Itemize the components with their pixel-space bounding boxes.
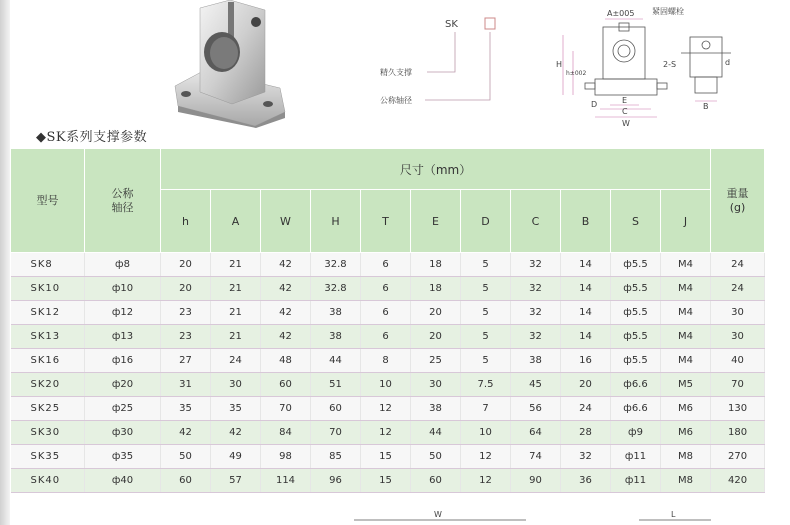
table-cell: M8 xyxy=(661,469,711,493)
bottom-W-dimension xyxy=(350,510,530,524)
table-cell: 28 xyxy=(561,421,611,445)
table-cell: 21 xyxy=(211,301,261,325)
B-label: B xyxy=(703,102,709,111)
table-cell: 24 xyxy=(711,277,765,301)
dim-col-header: S xyxy=(611,190,661,253)
table-cell: 15 xyxy=(361,469,411,493)
table-cell: 32.8 xyxy=(311,253,361,277)
table-cell: 32.8 xyxy=(311,277,361,301)
table-cell: M8 xyxy=(661,445,711,469)
spec-table xyxy=(10,148,765,493)
table-cell: 38 xyxy=(411,397,461,421)
table-cell: 85 xyxy=(311,445,361,469)
code-series-label: 精久支撑 xyxy=(380,68,412,77)
table-cell: 44 xyxy=(411,421,461,445)
table-cell: M4 xyxy=(661,277,711,301)
shaft-cell: ф8 xyxy=(85,253,161,277)
dimension-drawing xyxy=(555,5,745,130)
table-cell: 42 xyxy=(261,301,311,325)
table-cell: 20 xyxy=(161,277,211,301)
2S-label: 2-S xyxy=(663,60,677,69)
shaft-cell: ф12 xyxy=(85,301,161,325)
dim-col-header: E xyxy=(411,190,461,253)
table-row xyxy=(11,421,765,445)
table-cell: ф9 xyxy=(611,421,661,445)
shaft-cell: ф30 xyxy=(85,421,161,445)
table-cell: 21 xyxy=(211,325,261,349)
table-cell: 70 xyxy=(711,373,765,397)
table-cell: 6 xyxy=(361,277,411,301)
table-cell: 24 xyxy=(561,397,611,421)
dim-col-header: W xyxy=(261,190,311,253)
table-cell: 45 xyxy=(511,373,561,397)
table-cell: 36 xyxy=(561,469,611,493)
model-cell: SK12 xyxy=(11,301,85,325)
table-cell: 20 xyxy=(561,373,611,397)
bottom-L-label: L xyxy=(671,510,676,519)
table-cell: M4 xyxy=(661,253,711,277)
table-row xyxy=(11,277,765,301)
table-cell: 25 xyxy=(411,349,461,373)
table-cell: 60 xyxy=(411,469,461,493)
table-cell: 6 xyxy=(361,253,411,277)
table-cell: 30 xyxy=(711,325,765,349)
table-cell: 420 xyxy=(711,469,765,493)
table-cell: 27 xyxy=(161,349,211,373)
model-code-diagram xyxy=(355,10,525,110)
dim-col-header: h xyxy=(161,190,211,253)
model-header: 型号 xyxy=(11,149,85,253)
spec-table-body xyxy=(11,253,765,493)
table-cell: 38 xyxy=(311,325,361,349)
table-cell: 12 xyxy=(461,445,511,469)
table-cell: 180 xyxy=(711,421,765,445)
table-cell: 14 xyxy=(561,253,611,277)
model-cell: SK30 xyxy=(11,421,85,445)
table-cell: ф6.6 xyxy=(611,373,661,397)
table-cell: 16 xyxy=(561,349,611,373)
dim-col-header: A xyxy=(211,190,261,253)
code-prefix: SK xyxy=(445,19,458,30)
table-cell: 98 xyxy=(261,445,311,469)
model-cell: SK8 xyxy=(11,253,85,277)
table-cell: ф5.5 xyxy=(611,349,661,373)
dim-col-header: T xyxy=(361,190,411,253)
table-cell: M4 xyxy=(661,301,711,325)
E-label: E xyxy=(622,96,628,105)
table-cell: 42 xyxy=(161,421,211,445)
C-label: C xyxy=(622,107,628,116)
table-row xyxy=(11,397,765,421)
table-cell: 14 xyxy=(561,301,611,325)
table-cell: 23 xyxy=(161,325,211,349)
shaft-cell: ф25 xyxy=(85,397,161,421)
table-cell: 74 xyxy=(511,445,561,469)
table-row xyxy=(11,301,765,325)
table-cell: 10 xyxy=(361,373,411,397)
table-cell: 35 xyxy=(211,397,261,421)
d-label: d xyxy=(725,58,731,67)
table-cell: 30 xyxy=(211,373,261,397)
table-cell: 44 xyxy=(311,349,361,373)
table-cell: 14 xyxy=(561,277,611,301)
table-cell: 57 xyxy=(211,469,261,493)
table-cell: 5 xyxy=(461,277,511,301)
model-cell: SK10 xyxy=(11,277,85,301)
table-cell: 5 xyxy=(461,301,511,325)
table-cell: 5 xyxy=(461,325,511,349)
bottom-W-label: W xyxy=(434,510,442,519)
table-cell: 130 xyxy=(711,397,765,421)
table-cell: 12 xyxy=(361,397,411,421)
table-cell: 50 xyxy=(411,445,461,469)
table-cell: 24 xyxy=(711,253,765,277)
table-cell: 42 xyxy=(261,253,311,277)
page-edge-shadow xyxy=(0,0,10,525)
table-cell: 56 xyxy=(511,397,561,421)
screw-label: 紧固螺栓 xyxy=(652,7,684,16)
table-cell: 5 xyxy=(461,349,511,373)
model-cell: SK35 xyxy=(11,445,85,469)
shaft-cell: ф16 xyxy=(85,349,161,373)
table-cell: M6 xyxy=(661,397,711,421)
table-cell: 38 xyxy=(511,349,561,373)
table-cell: 84 xyxy=(261,421,311,445)
table-cell: 70 xyxy=(311,421,361,445)
table-cell: ф5.5 xyxy=(611,277,661,301)
table-cell: 18 xyxy=(411,277,461,301)
table-cell: ф5.5 xyxy=(611,325,661,349)
table-cell: 23 xyxy=(161,301,211,325)
section-title: ◆SK系列支撑参数 xyxy=(36,130,148,145)
table-cell: ф11 xyxy=(611,469,661,493)
table-cell: 60 xyxy=(311,397,361,421)
code-shaft-label: 公称轴径 xyxy=(380,96,412,105)
table-cell: 20 xyxy=(411,325,461,349)
table-cell: 32 xyxy=(511,253,561,277)
table-cell: 30 xyxy=(411,373,461,397)
table-cell: 42 xyxy=(211,421,261,445)
table-cell: ф5.5 xyxy=(611,301,661,325)
shaft-cell: ф40 xyxy=(85,469,161,493)
table-row xyxy=(11,373,765,397)
shaft-cell: ф10 xyxy=(85,277,161,301)
table-cell: 7 xyxy=(461,397,511,421)
table-row xyxy=(11,445,765,469)
D-label: D xyxy=(591,100,598,109)
table-cell: 7.5 xyxy=(461,373,511,397)
table-cell: 90 xyxy=(511,469,561,493)
table-cell: 42 xyxy=(261,277,311,301)
dims-header: 尺寸（mm） xyxy=(161,149,711,190)
dim-col-header: B xyxy=(561,190,611,253)
table-cell: M4 xyxy=(661,325,711,349)
table-cell: 114 xyxy=(261,469,311,493)
table-cell: 21 xyxy=(211,277,261,301)
table-cell: 32 xyxy=(511,301,561,325)
table-cell: M4 xyxy=(661,349,711,373)
table-cell: 51 xyxy=(311,373,361,397)
table-cell: 35 xyxy=(161,397,211,421)
shaft-cell: ф13 xyxy=(85,325,161,349)
table-cell: 30 xyxy=(711,301,765,325)
table-cell: 21 xyxy=(211,253,261,277)
table-row xyxy=(11,325,765,349)
table-cell: 10 xyxy=(461,421,511,445)
sk-support-photo xyxy=(170,0,290,128)
table-cell: 5 xyxy=(461,253,511,277)
table-cell: 42 xyxy=(261,325,311,349)
table-cell: 64 xyxy=(511,421,561,445)
table-cell: 49 xyxy=(211,445,261,469)
table-cell: 38 xyxy=(311,301,361,325)
table-cell: 8 xyxy=(361,349,411,373)
table-cell: M6 xyxy=(661,421,711,445)
dim-col-header: C xyxy=(511,190,561,253)
W-label: W xyxy=(622,119,630,128)
table-cell: ф11 xyxy=(611,445,661,469)
table-cell: 270 xyxy=(711,445,765,469)
model-cell: SK16 xyxy=(11,349,85,373)
table-cell: 18 xyxy=(411,253,461,277)
dim-col-header: H xyxy=(311,190,361,253)
bottom-L-dimension xyxy=(635,510,715,524)
table-cell: 50 xyxy=(161,445,211,469)
tolerance-label: A±005 xyxy=(607,9,635,18)
table-cell: 14 xyxy=(561,325,611,349)
table-cell: 48 xyxy=(261,349,311,373)
table-cell: 70 xyxy=(261,397,311,421)
table-cell: ф6.6 xyxy=(611,397,661,421)
table-cell: 60 xyxy=(261,373,311,397)
dim-col-header: D xyxy=(461,190,511,253)
shaft-cell: ф35 xyxy=(85,445,161,469)
H-label: H xyxy=(556,60,563,69)
table-cell: 24 xyxy=(211,349,261,373)
table-cell: 60 xyxy=(161,469,211,493)
code-box xyxy=(485,18,495,29)
shaft-header: 公称 轴径 xyxy=(85,149,161,253)
weight-header: 重量 (g) xyxy=(711,149,765,253)
table-cell: 32 xyxy=(511,277,561,301)
table-cell: 31 xyxy=(161,373,211,397)
table-row xyxy=(11,349,765,373)
table-cell: 12 xyxy=(461,469,511,493)
table-cell: 15 xyxy=(361,445,411,469)
model-cell: SK25 xyxy=(11,397,85,421)
table-cell: 6 xyxy=(361,325,411,349)
table-cell: 32 xyxy=(561,445,611,469)
model-cell: SK40 xyxy=(11,469,85,493)
table-cell: 12 xyxy=(361,421,411,445)
table-cell: ф5.5 xyxy=(611,253,661,277)
table-cell: 20 xyxy=(161,253,211,277)
dim-col-header: J xyxy=(661,190,711,253)
table-cell: M5 xyxy=(661,373,711,397)
model-cell: SK20 xyxy=(11,373,85,397)
table-cell: 40 xyxy=(711,349,765,373)
table-cell: 96 xyxy=(311,469,361,493)
h-label: h±002 xyxy=(566,70,587,77)
table-row xyxy=(11,253,765,277)
model-cell: SK13 xyxy=(11,325,85,349)
table-cell: 32 xyxy=(511,325,561,349)
shaft-cell: ф20 xyxy=(85,373,161,397)
table-row xyxy=(11,469,765,493)
table-cell: 6 xyxy=(361,301,411,325)
table-cell: 20 xyxy=(411,301,461,325)
